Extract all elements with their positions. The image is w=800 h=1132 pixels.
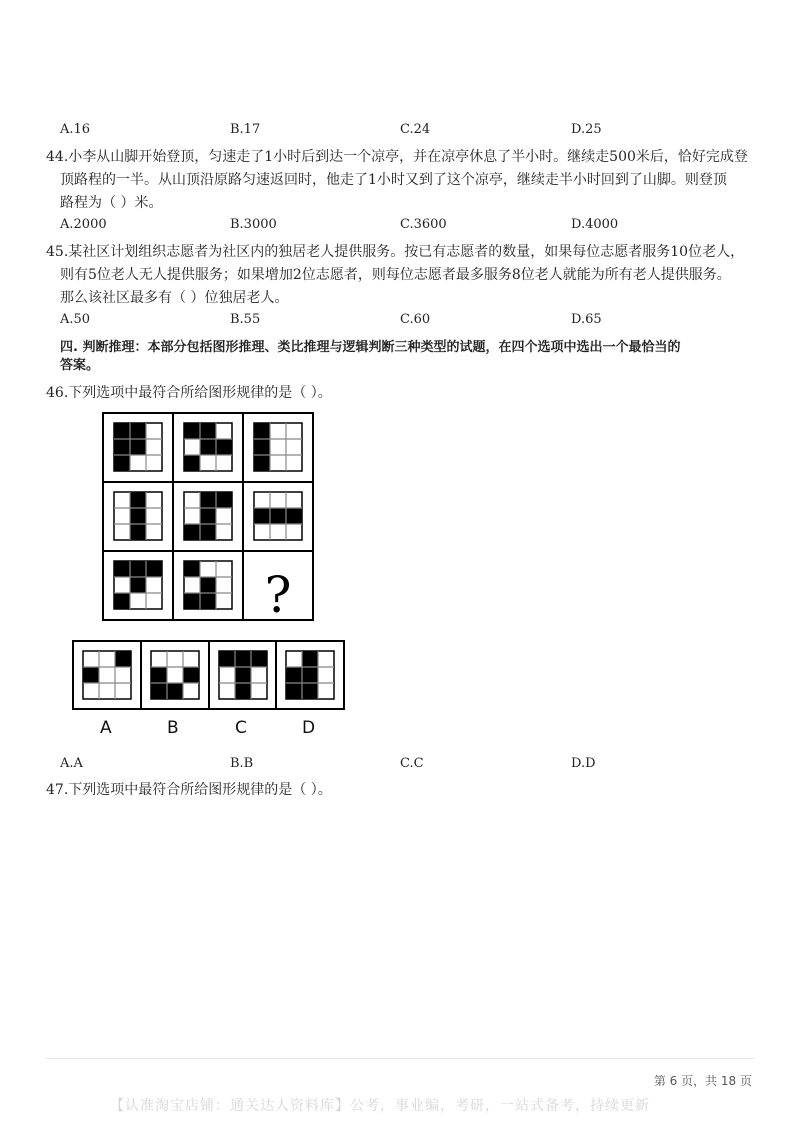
filled-cell: [184, 524, 200, 540]
option-figure-c: [219, 651, 267, 699]
footer-divider: [46, 1058, 754, 1059]
filled-cell: [184, 455, 200, 471]
q43-option-a[interactable]: A.16: [60, 122, 91, 137]
figure-label-b: B: [167, 718, 179, 738]
q47-stem: 47.下列选项中最符合所给图形规律的是（ ）。: [46, 782, 332, 798]
filled-cell: [302, 683, 318, 699]
filled-cell: [83, 667, 99, 683]
filled-cell: [200, 577, 216, 593]
filled-cell: [184, 561, 200, 577]
filled-cell: [183, 667, 199, 683]
q46-option-b[interactable]: B.B: [230, 756, 254, 771]
section-heading-line-2: 答案。: [60, 358, 100, 373]
filled-cell: [130, 524, 146, 540]
q44-line-2: 顶路程的一半。从山顶沿原路匀速返回时，他走了1小时又到了这个凉亭，继续走半小时回到了山脚。则登顶: [60, 172, 727, 188]
filled-cell: [200, 439, 216, 455]
filled-cell: [146, 561, 162, 577]
option-figure-b: [151, 651, 199, 699]
matrix-cell-1: [114, 423, 162, 471]
q46-option-a[interactable]: A.A: [60, 756, 83, 771]
filled-cell: [254, 439, 270, 455]
q46-stem: 46.下列选项中最符合所给图形规律的是（ ）。: [46, 385, 332, 401]
filled-cell: [200, 508, 216, 524]
matrix-cell-4: [114, 492, 162, 540]
matrix-cell-7: [114, 561, 162, 609]
page-number: 第 6 页，共 18 页: [653, 1074, 752, 1088]
filled-cell: [216, 492, 232, 508]
section-heading-line-1: 四. 判断推理：本部分包括图形推理、类比推理与逻辑判断三种类型的试题，在四个选项中选出一个最恰当的: [60, 340, 681, 355]
filled-cell: [235, 683, 251, 699]
filled-cell: [200, 593, 216, 609]
figure-label-c: C: [235, 718, 247, 738]
filled-cell: [130, 423, 146, 439]
filled-cell: [114, 593, 130, 609]
filled-cell: [130, 508, 146, 524]
figure-label-a: A: [100, 718, 112, 738]
filled-cell: [114, 561, 130, 577]
q45-option-b[interactable]: B.55: [230, 312, 261, 327]
q45-option-d[interactable]: D.65: [571, 312, 602, 327]
filled-cell: [130, 561, 146, 577]
filled-cell: [286, 508, 302, 524]
filled-cell: [200, 524, 216, 540]
filled-cell: [167, 683, 183, 699]
matrix-cell-2: [184, 423, 232, 471]
filled-cell: [115, 651, 131, 667]
matrix-cell-8: [184, 561, 232, 609]
filled-cell: [286, 683, 302, 699]
q45-line-3: 那么该社区最多有（ ）位独居老人。: [60, 290, 289, 306]
matrix-cell-3: [254, 423, 302, 471]
filled-cell: [151, 667, 167, 683]
q43-option-b[interactable]: B.17: [230, 122, 261, 137]
filled-cell: [151, 683, 167, 699]
filled-cell: [270, 508, 286, 524]
option-figure-d: [286, 651, 334, 699]
q44-option-c[interactable]: C.3600: [400, 217, 447, 232]
figure-label-d: D: [302, 718, 316, 738]
filled-cell: [254, 508, 270, 524]
q43-option-c[interactable]: C.24: [400, 122, 431, 137]
filled-cell: [286, 667, 302, 683]
q44-line-3: 路程为（ ）米。: [60, 195, 163, 211]
q46-options: [60, 756, 740, 776]
filled-cell: [216, 439, 232, 455]
matrix-cell-5: [184, 492, 232, 540]
question-mark: ?: [264, 566, 292, 624]
filled-cell: [114, 423, 130, 439]
q45-option-c[interactable]: C.60: [400, 312, 431, 327]
q44-option-a[interactable]: A.2000: [60, 217, 107, 232]
filled-cell: [235, 667, 251, 683]
q45-line-1: 45.某社区计划组织志愿者为社区内的独居老人提供服务。按已有志愿者的数量，如果每位志愿者服务10位老人，: [46, 244, 745, 260]
filled-cell: [302, 667, 318, 683]
filled-cell: [235, 651, 251, 667]
q45-option-a[interactable]: A.50: [60, 312, 91, 327]
filled-cell: [200, 423, 216, 439]
option-figure-a: [83, 651, 131, 699]
filled-cell: [130, 439, 146, 455]
filled-cell: [130, 577, 146, 593]
q45-line-2: 则有5位老人无人提供服务；如果增加2位志愿者，则每位志愿者最多服务8位老人就能为所有老人提供服务。: [60, 267, 731, 283]
matrix-cell-6: [254, 492, 302, 540]
watermark: 【认准淘宝店铺：通关达人资料库】公考，事业编，考研，一站式备考，持续更新: [110, 1098, 650, 1114]
q44-line-1: 44.小李从山脚开始登顶，匀速走了1小时后到达一个凉亭，并在凉亭休息了半小时。继续走500米后，恰好完成登: [46, 149, 748, 165]
filled-cell: [251, 651, 267, 667]
q43-option-d[interactable]: D.25: [571, 122, 602, 137]
filled-cell: [114, 455, 130, 471]
filled-cell: [130, 492, 146, 508]
q44-option-d[interactable]: D.4000: [571, 217, 619, 232]
filled-cell: [254, 423, 270, 439]
filled-cell: [254, 455, 270, 471]
filled-cell: [184, 593, 200, 609]
q46-option-c[interactable]: C.C: [400, 756, 424, 771]
filled-cell: [219, 651, 235, 667]
filled-cell: [114, 439, 130, 455]
q46-option-d[interactable]: D.D: [571, 756, 596, 771]
filled-cell: [184, 423, 200, 439]
q44-option-b[interactable]: B.3000: [230, 217, 277, 232]
filled-cell: [200, 492, 216, 508]
filled-cell: [302, 651, 318, 667]
